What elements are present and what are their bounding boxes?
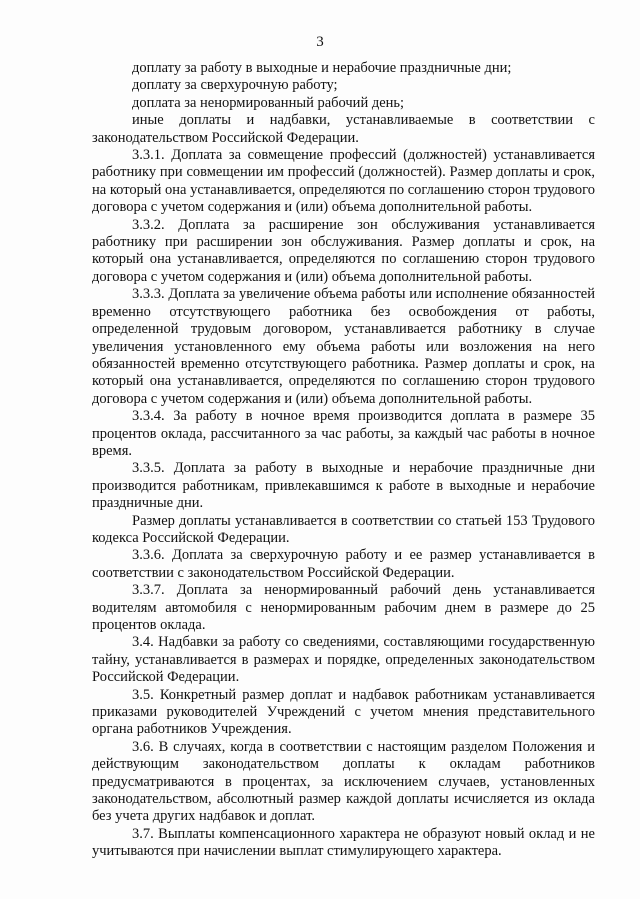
paragraph-3-7: 3.7. Выплаты компенсационного характера не образуют новый оклад и не учитываются при начислении выплат стимулирующего характера.	[92, 825, 595, 860]
document-body	[92, 60, 595, 861]
paragraph-article-153: Размер доплаты устанавливается в соответствии со статьей 153 Трудового кодекса Российской Федерации.	[92, 512, 595, 546]
paragraph-3-5: 3.5. Конкретный размер доплат и надбавок работникам устанавливается приказами руководителей Учреждений с учетом мнения представительного органа работников Учреждения.	[92, 686, 595, 738]
paragraph-3-4: 3.4. Надбавки за работу со сведениями, составляющими государственную тайну, устанавливается в размерах и порядке, определенных законодательством Российской Федерации.	[92, 634, 595, 686]
paragraph-3-3-2: 3.3.2. Доплата за расширение зон обслуживания устанавливается работнику при расширении зон обслуживания. Размер доплаты и срок, на который она устанавливается, определяются по соглашению сторон трудового договора с учетом содержания и (или) объема дополнительной работы.	[92, 216, 595, 285]
list-item: доплату за сверхурочную работу;	[132, 77, 338, 94]
paragraph-3-3-5: 3.3.5. Доплата за работу в выходные и нерабочие праздничные дни производится работникам, привлекавшимся к работе в выходные и нерабочие праздничные дни.	[92, 460, 595, 512]
paragraph-3-3-4: 3.3.4. За работу в ночное время производится доплата в размере 35 процентов оклада, рассчитанного за час работы, за каждый час работы в ночное время.	[92, 408, 595, 459]
list-item: доплату за работу в выходные и нерабочие праздничные дни;	[132, 60, 512, 76]
paragraph-3-3-3: 3.3.3. Доплата за увеличение объема работы или исполнение обязанностей временно отсутствующего работника без освобождения от работы, определенной трудовым договором, устанавливается работнику в случае увеличения установленного ему объема работы или возложения на него обязанностей временно отсутствующего работника. Размер доплаты и срок, на который она устанавливается, определяются по соглашению сторон трудового договора с учетом содержания и (или) объема дополнительной работы.	[92, 286, 595, 407]
paragraph-3-3-6: 3.3.6. Доплата за сверхурочную работу и ее размер устанавливается в соответствии с законодательством Российской Федерации.	[92, 547, 595, 581]
paragraph-3-3-7: 3.3.7. Доплата за ненормированный рабочий день устанавливается водителям автомобиля с ненормированным рабочим днем в размере до 25 процентов оклада.	[92, 582, 595, 633]
paragraph-other-allowances: иные доплаты и надбавки, устанавливаемые в соответствии с законодательством Российской Федерации.	[92, 112, 595, 146]
page-number: 3	[316, 34, 324, 50]
paragraph-3-6: 3.6. В случаях, когда в соответствии с настоящим разделом Положения и действующим законодательством доплаты к окладам работников предусматриваются в процентах, за исключением случаев, установленных законодательством, абсолютный размер каждой доплаты исчисляется из оклада без учета других надбавок и доплат.	[92, 738, 595, 825]
paragraph-3-3-1: 3.3.1. Доплата за совмещение профессий (должностей) устанавливается работнику при совмещении им профессий (должностей). Размер доплаты и срок, на который она устанавливается, определяются по соглашению сторон трудового договора с учетом содержания и (или) объема дополнительной работы.	[92, 147, 595, 216]
list-item: доплата за ненормированный рабочий день;	[132, 94, 405, 111]
